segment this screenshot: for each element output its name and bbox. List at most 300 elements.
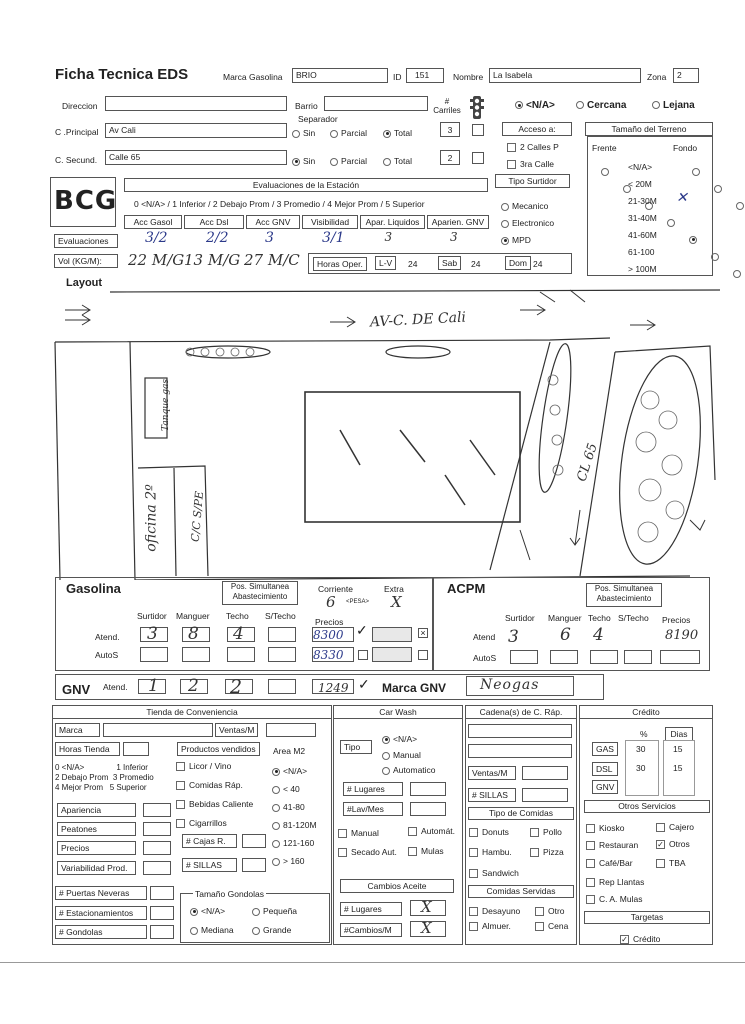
cadena-pizza[interactable]: Pizza	[530, 847, 564, 857]
checkbox-icon	[530, 828, 539, 837]
gas-stecho-label: S/Techo	[265, 611, 296, 621]
gas-atend-stecho-box[interactable]	[268, 627, 296, 642]
radio-icon	[292, 130, 300, 138]
checkbox-icon	[656, 823, 665, 832]
checkbox-icon: ✓	[657, 840, 664, 850]
sab-label: Sab	[438, 256, 461, 270]
carwash-c-mulas[interactable]: Mulas	[408, 846, 444, 856]
area-radio[interactable]: > 160	[272, 856, 305, 866]
gas-autos-stecho-box[interactable]	[268, 647, 296, 662]
checkbox-icon	[338, 848, 347, 857]
radio-icon	[252, 908, 260, 916]
gas-x-box[interactable]: ×	[418, 628, 428, 638]
checkbox-icon	[586, 841, 595, 850]
area-label: Area M2	[273, 746, 306, 756]
serv-cajero[interactable]: Cajero	[656, 822, 694, 832]
terreno-option-label: 31-40M	[628, 213, 657, 223]
eval-col-header: Acc Dsl	[184, 215, 244, 229]
acpm-atend-surt: 3	[508, 627, 519, 647]
cadena-desayuno[interactable]: Desayuno	[469, 906, 520, 916]
vol-label: Vol (KG/M):	[54, 254, 118, 268]
evaluaciones-scale: 0 <N/A> / 1 Inferior / 2 Debajo Prom / 3 Promedio / 4 Mejor Prom / 5 Superior	[134, 199, 425, 209]
tam-gondolas-label: Tamaño Gondolas	[195, 889, 264, 899]
frente-radio-icon[interactable]	[667, 219, 675, 227]
secund-value: Calle 65	[109, 152, 141, 162]
principal-sin[interactable]: Sin	[292, 128, 315, 138]
cadena-pollo[interactable]: Pollo	[530, 827, 562, 837]
cajas-label: # Cajas R.	[182, 834, 237, 848]
radio-icon	[383, 158, 391, 166]
tienda-scale: 0 <N/A> 1 Inferior 2 Debajo Prom 3 Promedio 4 Mejor Prom 5 Superior	[55, 763, 154, 792]
id-label: ID	[393, 72, 402, 82]
surtidor-mecanico[interactable]: Mecanico	[501, 201, 548, 211]
cadena-input2[interactable]	[468, 744, 572, 758]
acpm-autos-surt[interactable]	[510, 650, 538, 664]
direccion-label: Direccion	[62, 101, 98, 111]
checkbox-icon	[469, 848, 478, 857]
gnv-marca-label: Marca GNV	[382, 681, 447, 695]
sab-value[interactable]: 24	[471, 259, 481, 269]
checkbox-icon	[586, 878, 595, 887]
carriles-label: # Carriles	[433, 97, 461, 115]
gas-precios-label: Precios	[315, 617, 344, 627]
radio-icon	[292, 158, 300, 166]
productos-label: Productos vendidos	[177, 742, 260, 756]
cadena-sillas-input[interactable]	[522, 788, 568, 802]
eval-value[interactable]: 2/2	[206, 230, 229, 246]
gas-extra-autos-box[interactable]	[372, 647, 412, 662]
acceso-2calles[interactable]: 2 Calles P	[507, 142, 559, 152]
surtidor-mpd[interactable]: MPD	[501, 235, 531, 245]
checkbox-icon	[586, 895, 595, 904]
gondola-med[interactable]: Mediana	[190, 925, 234, 935]
terreno-option-label: 61-100	[628, 247, 655, 257]
page-title: Ficha Tecnica EDS	[55, 66, 189, 83]
acpm-atend-label: Atend	[473, 632, 496, 642]
radio-icon	[383, 130, 391, 138]
cadena-sillas-label: # SILLAS	[468, 788, 516, 802]
radio-icon	[382, 767, 390, 775]
carwash-lav-input[interactable]	[410, 802, 446, 816]
tienda-horas-input[interactable]	[123, 742, 149, 756]
eval-col-header: Aparien. GNV	[427, 215, 489, 229]
serv-tba[interactable]: TBA	[656, 858, 686, 868]
surtidor-title: Tipo Surtidor	[495, 174, 570, 188]
eval-value[interactable]: 3/2	[145, 230, 168, 246]
terreno-option-label: > 100M	[628, 264, 657, 274]
checkbox-icon	[176, 781, 185, 790]
eval-value[interactable]: 3	[450, 230, 458, 244]
evaluaciones-title: Evaluaciones de la Estación	[124, 178, 488, 192]
credito-dsl-dias[interactable]: 15	[673, 763, 683, 773]
frente-radio-icon[interactable]	[733, 270, 741, 278]
credito-gnv-label: GNV	[592, 780, 618, 794]
cadena-otro[interactable]: Otro	[535, 906, 565, 916]
radio-icon	[652, 101, 660, 109]
vol-value[interactable]: 22 M/G	[128, 251, 185, 269]
zona-value: 2	[677, 70, 682, 80]
cadena-cena[interactable]: Cena	[535, 921, 568, 931]
eval-value[interactable]: 3	[265, 230, 274, 246]
gas-precio1: 8300	[313, 628, 344, 642]
tienda-ventas-input[interactable]	[266, 723, 316, 737]
lv-value[interactable]: 24	[408, 259, 418, 269]
gas-atend-mang: 8	[188, 624, 199, 644]
carwash-c-secado[interactable]: Secado Aut.	[338, 847, 397, 857]
checkbox-secund[interactable]	[472, 152, 484, 164]
carwash-auto[interactable]: Automatico	[382, 765, 436, 775]
secund-total[interactable]: Total	[383, 156, 412, 166]
terreno-option-label: < 20M	[628, 179, 652, 189]
variabilidad-label: Variabilidad Prod.	[57, 861, 136, 875]
proximity-na[interactable]: <N/A>	[515, 100, 555, 111]
acpm-autos-mang[interactable]	[550, 650, 578, 664]
cadena-almuer[interactable]: Almuer.	[469, 921, 511, 931]
proximity-lejana[interactable]: Lejana	[652, 100, 695, 111]
secund-input[interactable]	[105, 150, 287, 165]
peatones-label: Peatones	[57, 822, 136, 836]
carwash-na[interactable]: <N/A>	[382, 734, 417, 744]
gas-atend-label: Atend.	[95, 632, 120, 642]
extra-label: Extra	[384, 584, 404, 594]
eval-col-header: Acc GNV	[246, 215, 300, 229]
gas-manguer-label: Manguer	[176, 611, 210, 621]
cadena-donuts[interactable]: Donuts	[469, 827, 509, 837]
id-input[interactable]	[406, 68, 444, 83]
aceite-lugares-label: # Lugares	[340, 902, 402, 916]
area-radio[interactable]: < 40	[272, 784, 300, 794]
carwash-manual[interactable]: Manual	[382, 750, 421, 760]
cajas-input[interactable]	[242, 834, 266, 848]
eval-value[interactable]: 3/1	[322, 230, 345, 246]
bcg-logo: BCG	[54, 186, 118, 216]
principal-parcial[interactable]: Parcial	[330, 128, 367, 138]
serv-ca[interactable]: C. A. Mulas	[586, 894, 642, 904]
gas-autos-surt-box[interactable]	[140, 647, 168, 662]
horas-label: Horas Oper.	[313, 257, 367, 271]
terreno-option-label: 41-60M	[628, 230, 657, 240]
carwash-title: Car Wash	[333, 705, 463, 719]
corriente-value[interactable]: 6	[326, 593, 336, 611]
proximity-cercana[interactable]: Cercana	[576, 100, 626, 111]
neveras-input[interactable]	[150, 886, 174, 900]
gas-surtidor-label: Surtidor	[137, 611, 167, 621]
acpm-stecho-label: S/Techo	[618, 613, 649, 623]
peatones-input[interactable]	[143, 822, 171, 836]
producto-checkbox[interactable]: Comidas Ráp.	[176, 780, 243, 790]
checkbox-icon	[535, 907, 544, 916]
terreno-title: Tamaño del Terreno	[585, 122, 713, 136]
vol-value[interactable]: 27 M/C	[244, 251, 300, 269]
gas-autos-techo-box[interactable]	[227, 647, 255, 662]
checkbox-icon	[176, 762, 185, 771]
credito-gas-dias[interactable]: 15	[673, 744, 683, 754]
acpm-atend-mang: 6	[560, 625, 571, 645]
street-side-label: CL 65	[574, 441, 601, 484]
area-radio[interactable]: <N/A>	[272, 766, 307, 776]
checkbox-icon	[469, 869, 478, 878]
marca-input[interactable]	[292, 68, 388, 83]
surtidor-electronico[interactable]: Electronico	[501, 218, 554, 228]
checkbox-icon	[408, 827, 417, 836]
id-value: 151	[415, 70, 430, 80]
gnv-atend-label: Atend.	[103, 682, 128, 692]
gasolina-pos-sim: Pos. Simultanea Abastecimiento	[222, 581, 298, 605]
radio-icon	[515, 101, 523, 109]
street-main-label: AV-C. DE Cali	[369, 309, 467, 331]
cadena-tipo-title: Tipo de Comidas	[468, 807, 574, 820]
frente-label: Frente	[592, 143, 617, 153]
tienda-marca-input[interactable]	[103, 723, 213, 737]
secund-sin[interactable]: Sin	[292, 156, 315, 166]
eval-col-header: Apar. Liquidos	[360, 215, 425, 229]
gnv-v2: 2	[188, 676, 199, 696]
checkbox-icon	[469, 828, 478, 837]
principal-total[interactable]: Total	[383, 128, 412, 138]
estacionamientos-input[interactable]	[150, 906, 174, 920]
cadena-ventas-label: Ventas/M	[468, 766, 516, 780]
eval-col-header: Visibilidad	[302, 215, 358, 229]
carriles-principal[interactable]: 3	[440, 122, 460, 137]
cadena-servidas-title: Comidas Servidas	[468, 885, 574, 898]
gas-extra-price-box[interactable]	[372, 627, 412, 642]
nombre-label: Nombre	[453, 72, 484, 82]
lv-label: L-V	[375, 256, 396, 270]
gas-autos-mang-box[interactable]	[182, 647, 210, 662]
radio-icon	[272, 786, 280, 794]
area-radio[interactable]: 41-80	[272, 802, 305, 812]
barrio-input[interactable]	[324, 96, 428, 111]
serv-kiosko[interactable]: Kiosko	[586, 823, 625, 833]
radio-icon	[272, 822, 280, 830]
radio-icon	[382, 752, 390, 760]
credito-dsl-label: DSL	[592, 762, 618, 776]
radio-icon	[501, 203, 509, 211]
dom-value[interactable]: 24	[533, 259, 543, 269]
radio-icon	[190, 908, 198, 916]
carwash-lugares-input[interactable]	[410, 782, 446, 796]
credito-grid1[interactable]	[625, 740, 659, 796]
acpm-autos-price[interactable]	[660, 650, 700, 664]
area-radio[interactable]: 121-160	[272, 838, 314, 848]
radio-icon	[576, 101, 584, 109]
tanque-label: Tanque gas	[160, 379, 171, 431]
aceite-v2: X	[421, 919, 432, 937]
carwash-lugares-label: # Lugares	[343, 782, 403, 796]
credito-gas-pct[interactable]: 30	[636, 744, 646, 754]
radio-icon	[272, 804, 280, 812]
gondolas-label: # Gondolas	[55, 925, 147, 939]
checkbox-icon	[469, 922, 478, 931]
tarjetas-title: Targetas	[584, 911, 710, 924]
apariencia-label: Apariencia	[57, 803, 136, 817]
acpm-title: ACPM	[447, 581, 486, 596]
gondola-peq[interactable]: Pequeña	[252, 906, 297, 916]
frente-radio-icon[interactable]	[711, 253, 719, 261]
tienda-sillas-input[interactable]	[242, 858, 266, 872]
tienda-horas-label: Horas Tienda	[55, 742, 120, 756]
precio-tag: <PESA>	[346, 599, 370, 605]
gondola-gra[interactable]: Grande	[252, 925, 291, 935]
credito-title: Crédito	[579, 705, 713, 719]
gondola-na[interactable]: <N/A>	[190, 906, 225, 916]
tienda-ventas-label: Ventas/M	[215, 723, 258, 737]
checkbox-icon	[469, 907, 478, 916]
marca-value: BRIO	[296, 70, 317, 80]
tarjeta-credito[interactable]: ✓ Crédito	[621, 934, 661, 945]
gnv-v3: 2	[230, 676, 243, 698]
evaluaciones-row-label: Evaluaciones	[54, 234, 118, 248]
fondo-mark: ✕	[676, 190, 688, 206]
gas-precio2: 8330	[313, 648, 344, 662]
terreno-option-label: <N/A>	[628, 162, 653, 172]
carwash-tipo-label: Tipo	[340, 740, 372, 754]
aceite-v1: X	[421, 898, 432, 916]
cadena-ventas-input[interactable]	[522, 766, 568, 780]
principal-value: Av Cali	[109, 125, 136, 135]
radio-icon	[272, 858, 280, 866]
extra-value[interactable]: X	[391, 593, 402, 611]
precios-label: Precios	[57, 841, 136, 855]
otros-servicios-title: Otros Servicios	[584, 800, 710, 813]
fondo-label: Fondo	[673, 143, 698, 153]
carwash-c-manual[interactable]: Manual	[338, 828, 379, 838]
eval-value[interactable]: 3	[384, 230, 393, 244]
cadena-hambu[interactable]: Hambu.	[469, 847, 512, 857]
separador-label: Separador	[298, 114, 338, 124]
carriles-secund[interactable]: 2	[440, 150, 460, 165]
marca-label: Marca Gasolina	[223, 72, 283, 82]
credito-dias-label: Dias	[665, 727, 693, 741]
gas-techo-label: Techo	[226, 611, 249, 621]
apariencia-input[interactable]	[143, 803, 171, 817]
checkbox-icon	[176, 800, 185, 809]
radio-icon	[330, 130, 338, 138]
credito-pct-label: %	[640, 729, 648, 739]
checkbox-icon	[586, 824, 595, 833]
credito-gas-label: GAS	[592, 742, 618, 756]
cadena-title: Cadena(s) de C. Ráp.	[465, 705, 577, 719]
radio-icon	[330, 158, 338, 166]
secund-parcial[interactable]: Parcial	[330, 156, 367, 166]
frente-radio-icon[interactable]	[601, 168, 609, 176]
area-radio[interactable]: 81-120M	[272, 820, 317, 830]
gas-atend-surt: 3	[147, 624, 158, 644]
credito-grid2[interactable]	[663, 740, 695, 796]
acpm-autos-stecho[interactable]	[624, 650, 652, 664]
serv-cafe[interactable]: Café/Bar	[586, 858, 633, 868]
checkbox-icon	[586, 859, 595, 868]
checkbox-icon	[656, 859, 665, 868]
acpm-manguer-label: Manguer	[548, 613, 582, 623]
gnv-title: GNV	[62, 682, 91, 697]
tienda-title: Tienda de Conveniencia	[52, 705, 332, 719]
gas-atend-techo: 4	[233, 624, 244, 644]
terreno-option-label: 21-30M	[628, 196, 657, 206]
gas-check-icon: ✓	[356, 622, 368, 638]
nombre-input[interactable]	[489, 68, 641, 83]
precios-input[interactable]	[143, 841, 171, 855]
serv-otros[interactable]: ✓ Otros	[657, 839, 690, 850]
principal-input[interactable]	[105, 123, 287, 138]
checkbox-icon	[507, 160, 516, 169]
acpm-pos-sim: Pos. Simultanea Abastecimiento	[586, 583, 662, 607]
serv-restauran[interactable]: Restauran	[586, 840, 638, 850]
acpm-techo-label: Techo	[588, 613, 611, 623]
gas-autos-chk[interactable]	[418, 650, 428, 660]
frente-radio-icon[interactable]	[689, 236, 697, 244]
fondo-radio-icon[interactable]	[692, 168, 700, 176]
radio-icon	[501, 220, 509, 228]
acceso-3ra[interactable]: 3ra Calle	[507, 159, 554, 169]
cadena-input1[interactable]	[468, 724, 572, 738]
direccion-input[interactable]	[105, 96, 287, 111]
tienda-sillas-label: # SILLAS	[182, 858, 237, 872]
fondo-radio-icon[interactable]	[714, 185, 722, 193]
gas-autos-chk2[interactable]	[358, 650, 368, 660]
acceso-title: Acceso a:	[502, 122, 572, 136]
gondolas-box	[180, 893, 330, 943]
acpm-autos-label: AutoS	[473, 653, 497, 663]
checkbox-icon: ✓	[621, 935, 628, 945]
vol-value[interactable]: 13 M/G	[184, 251, 241, 269]
checkbox-icon	[530, 848, 539, 857]
page-bottom-rule	[0, 962, 745, 963]
checkbox-icon	[338, 829, 347, 838]
radio-icon	[501, 237, 509, 245]
gondolas-input[interactable]	[150, 925, 174, 939]
estacionamientos-label: # Estacionamientos	[55, 906, 147, 920]
eval-col-header: Acc Gasol	[124, 215, 182, 229]
producto-checkbox[interactable]: Cigarrillos	[176, 818, 227, 828]
checkbox-icon	[176, 819, 185, 828]
radio-icon	[252, 927, 260, 935]
ccsipe-label: C/C S/PE	[188, 490, 207, 543]
cadena-sandwich[interactable]: Sandwich	[469, 868, 519, 878]
producto-checkbox[interactable]: Bebidas Caliente	[176, 799, 253, 809]
secund-label: C. Secund.	[55, 155, 98, 165]
zona-input[interactable]	[673, 68, 699, 83]
gnv-box4[interactable]	[268, 679, 296, 694]
producto-checkbox[interactable]: Licor / Vino	[176, 761, 231, 771]
aceite-title: Cambios Aceite	[340, 879, 454, 893]
radio-icon	[272, 840, 280, 848]
credito-dsl-pct[interactable]: 30	[636, 763, 646, 773]
barrio-label: Barrio	[295, 101, 318, 111]
gasolina-title: Gasolina	[66, 581, 121, 596]
zona-label: Zona	[647, 72, 667, 82]
carwash-c-automat[interactable]: Automát.	[408, 826, 455, 836]
checkbox-principal[interactable]	[472, 124, 484, 136]
carwash-lav-label: #Lav/Mes	[343, 802, 403, 816]
variabilidad-input[interactable]	[143, 861, 171, 875]
acpm-autos-techo[interactable]	[590, 650, 618, 664]
serv-rep[interactable]: Rep Llantas	[586, 877, 644, 887]
radio-icon	[272, 768, 280, 776]
dom-label: Dom	[505, 256, 531, 270]
principal-label: C .Principal	[55, 127, 99, 137]
checkbox-icon	[507, 143, 516, 152]
checkbox-icon	[535, 922, 544, 931]
fondo-radio-icon[interactable]	[736, 202, 744, 210]
traffic-light-icon	[469, 95, 485, 121]
acpm-precios-label: Precios	[662, 615, 691, 625]
acpm-precio: 8190	[665, 628, 699, 643]
layout-title: Layout	[66, 277, 103, 289]
gnv-marca-value: Neogas	[480, 677, 540, 693]
gnv-check-icon: ✓	[358, 676, 370, 692]
tienda-marca-label: Marca	[55, 723, 100, 737]
